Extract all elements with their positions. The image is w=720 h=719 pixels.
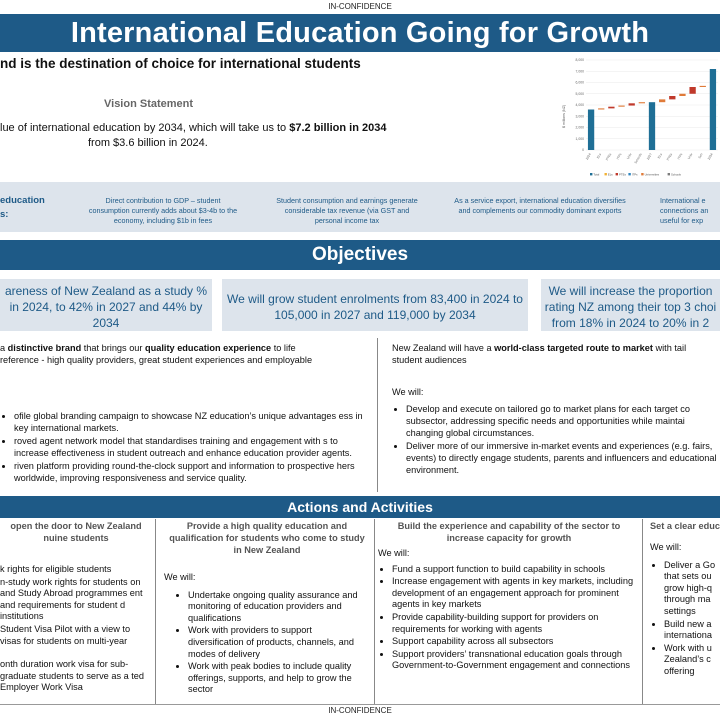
action-column-quality bbox=[164, 520, 370, 697]
chart-y-axis-label: $ millions (NZ) bbox=[562, 104, 566, 128]
chart-legend-label: ELs bbox=[607, 172, 613, 177]
objective-enrolments: We will grow student enrolments from 83,400 in 2024 to 105,000 in 2027 and 119,000 by 2034 bbox=[222, 279, 528, 331]
chart-bar bbox=[608, 107, 614, 109]
chart-y-tick-label: 8,000 bbox=[575, 58, 584, 63]
vision-line-1 bbox=[0, 122, 386, 134]
chart-bar bbox=[689, 87, 695, 94]
chart-legend-swatch bbox=[628, 173, 630, 175]
chart-x-tick-label: PTEs bbox=[665, 152, 674, 162]
vision-target: $7.2 billion in 2034 bbox=[289, 122, 387, 134]
action-column-direction bbox=[650, 520, 720, 679]
list-item: • Work with u Zealand’s c offering bbox=[664, 643, 720, 678]
market-intro-2: with tail bbox=[652, 343, 687, 353]
chart-x-tick-label: Sch bbox=[697, 152, 704, 160]
list-item: • Undertake ongoing quality assurance and monitoring of education providers and qualifications bbox=[188, 590, 370, 625]
list-item: • Provide capability-building support for providers on requirements for working with agents bbox=[392, 612, 640, 635]
chart-x-tick-label: 2027 bbox=[645, 152, 653, 161]
chart-legend-swatch bbox=[616, 173, 618, 175]
chart-bar bbox=[618, 106, 624, 107]
chart-legend-label: Universities bbox=[644, 172, 660, 177]
objectives-heading: Objectives bbox=[0, 240, 720, 270]
action-we-will-direction: We will: bbox=[650, 542, 682, 552]
divider-action-2 bbox=[374, 519, 375, 705]
action-we-will-capability: We will: bbox=[378, 548, 410, 558]
market-we-will: We will: bbox=[392, 387, 424, 397]
list-item: • roved agent network model that standardises training and engagement with s to increase effectiveness in student outreach and enhance education provider agents. bbox=[14, 435, 370, 459]
chart-x-tick-label: ITPs bbox=[615, 152, 623, 161]
chart-bar bbox=[679, 94, 685, 96]
action-bullets-direction bbox=[650, 560, 720, 678]
chart-legend-swatch bbox=[641, 173, 643, 175]
list-item: • Increase engagement with agents in key markets, including development of an engagement approach for prominent agents in key markets bbox=[392, 576, 640, 611]
page-title: International Education Going for Growth bbox=[70, 17, 650, 49]
chart-y-tick-label: 6,000 bbox=[575, 80, 584, 85]
chart-x-tick-label: ELs bbox=[595, 152, 603, 160]
objective-top-choice: We will increase the proportion rating NZ among their top 3 choi from 18% in 2024 to 20% in 2 bbox=[541, 279, 720, 331]
divider-bottom bbox=[0, 704, 720, 705]
title-banner bbox=[0, 14, 720, 52]
list-item: • Build new a internationa bbox=[664, 619, 720, 642]
chart-legend-swatch bbox=[668, 173, 670, 175]
market-intro-bold: world-class targeted route to market bbox=[494, 343, 653, 353]
list-item: • Deliver a Go that sets ou grow high-q through ma settings bbox=[664, 560, 720, 618]
chart-x-labels bbox=[585, 152, 714, 164]
list-item: onth duration work visa for sub- graduate students to serve as a ted Employer Work Visa bbox=[0, 659, 145, 693]
chart-bar bbox=[598, 108, 604, 109]
confidentiality-bottom: IN-CONFIDENCE bbox=[328, 706, 392, 715]
action-column-capability bbox=[378, 520, 640, 673]
list-item: • riven platform providing round-the-clock support and information to prospective hers worldwide, improving responsiveness and service quality. bbox=[14, 460, 370, 484]
list-item: Student Visa Pilot with a view to visas for students on multi-year bbox=[0, 623, 131, 646]
vision-line-1-text: lue of international education by 2034, which will take us to bbox=[0, 122, 290, 134]
chart-x-tick-label: Univ bbox=[625, 152, 633, 161]
value-band-lead-1: education bbox=[0, 195, 45, 206]
list-item: • Support capability across all subsectors bbox=[392, 636, 640, 648]
brand-intro-2: that brings our bbox=[81, 343, 146, 353]
chart-bar bbox=[669, 96, 675, 99]
divider-action-1 bbox=[155, 519, 156, 705]
chart-x-tick-label: 2024 bbox=[584, 152, 592, 161]
chart-legend-label: ITPs bbox=[631, 172, 638, 177]
chart-legend-swatch bbox=[590, 173, 592, 175]
chart-y-tick-label: 3,000 bbox=[575, 114, 584, 119]
vision-line-2: from $3.6 billion in 2024. bbox=[88, 137, 208, 149]
growth-waterfall-chart bbox=[560, 50, 720, 182]
list-item: n-study work rights for students on and Study Abroad programmes ent and requirements for student d institutions bbox=[0, 576, 143, 622]
chart-y-tick-label: 1,000 bbox=[575, 136, 584, 141]
list-item: • Deliver more of our immersive in-market events and experiences (e.g. fairs, events) to directly engage students, parents and influencers and educational environment. bbox=[406, 440, 720, 476]
list-item: k rights for eligible students bbox=[0, 564, 112, 574]
chart-legend-label: Schools bbox=[671, 172, 681, 177]
value-band bbox=[0, 182, 720, 232]
chart-y-tick-label: 7,000 bbox=[575, 69, 584, 74]
chart-bar bbox=[588, 110, 594, 151]
action-bullets-quality bbox=[164, 590, 370, 696]
action-heading-visa: open the door to New Zealand nuine students bbox=[10, 521, 142, 543]
brand-intro bbox=[0, 342, 370, 354]
chart-bar bbox=[649, 102, 655, 150]
tagline: nd is the destination of choice for international students bbox=[0, 56, 361, 71]
chart-legend-label: Total bbox=[593, 172, 600, 177]
vision-heading: Vision Statement bbox=[104, 98, 194, 110]
chart-legend-swatch bbox=[605, 173, 607, 175]
chart-bar bbox=[639, 102, 645, 103]
chart-x-tick-label: PTEs bbox=[604, 152, 613, 162]
actions-heading: Actions and Activities bbox=[0, 496, 720, 518]
list-item: • Support providers’ transnational education goals through Government-to-Government engagement and connections bbox=[392, 649, 640, 672]
objective-awareness: areness of New Zealand as a study % in 2024, to 42% in 2027 and 44% by 2034 bbox=[0, 279, 212, 331]
chart-y-tick-label: 0 bbox=[582, 148, 584, 153]
brand-bullets bbox=[0, 410, 370, 484]
list-item: • Develop and execute on tailored go to market plans for each target co subsector, addressing specific needs and opportunities while maintai changing global circumstances. bbox=[406, 403, 720, 439]
chart-bar bbox=[659, 99, 665, 102]
chart-bar bbox=[700, 86, 706, 87]
market-intro-1: New Zealand will have a bbox=[392, 343, 495, 353]
brand-intro-bold-2: quality education experience bbox=[145, 343, 272, 353]
brand-section bbox=[0, 342, 370, 485]
list-item: • Work with providers to support diversification of products, channels, and modes of delivery bbox=[188, 625, 370, 660]
chart-legend bbox=[590, 172, 682, 176]
chart-x-tick-label: Schools bbox=[633, 152, 643, 165]
brand-intro-bold-1: distinctive brand bbox=[7, 343, 82, 353]
brand-intro-1: a bbox=[0, 343, 8, 353]
brand-intro-line-2: reference - high quality providers, great student experiences and employable bbox=[0, 355, 313, 365]
divider-action-3 bbox=[642, 519, 643, 705]
chart-y-tick-label: 2,000 bbox=[575, 125, 584, 130]
chart-y-tick-label: 5,000 bbox=[575, 91, 584, 96]
chart-bar bbox=[629, 103, 635, 105]
chart-y-ticks bbox=[576, 58, 719, 152]
brand-intro-3: to life bbox=[271, 343, 296, 353]
market-intro bbox=[392, 342, 720, 354]
chart-bars bbox=[588, 69, 716, 150]
market-intro-line-2: student audiences bbox=[392, 355, 467, 365]
action-bullets-visa bbox=[0, 564, 152, 694]
chart-legend-label: PTEs bbox=[619, 172, 626, 177]
action-column-visa bbox=[0, 520, 152, 695]
list-item: • ofile global branding campaign to showcase NZ education’s unique advantages ess in key international markets. bbox=[14, 410, 370, 434]
market-section bbox=[392, 342, 720, 477]
confidentiality-top: IN-CONFIDENCE bbox=[328, 2, 392, 11]
action-heading-direction: Set a clear educ bbox=[650, 521, 720, 531]
action-heading-capability: Build the experience and capability of the sector to increase capacity for growth bbox=[397, 521, 621, 543]
chart-x-tick-label: ITPs bbox=[676, 152, 684, 161]
value-cell-gdp: Direct contribution to GDP – student consumption currently adds about $3-4b to the economy, including $1b in fees bbox=[88, 196, 238, 225]
action-heading-quality: Provide a high quality education and qualification for students who come to study in New Zealand bbox=[169, 521, 365, 555]
action-bullets-capability bbox=[378, 564, 640, 672]
chart-x-tick-label: 2034 bbox=[706, 152, 714, 161]
chart-x-tick-label: ELs bbox=[656, 152, 664, 160]
value-band-lead-2: s: bbox=[0, 209, 9, 220]
value-cell-exports: As a service export, international education diversifies and complements our commodity dominant exports bbox=[454, 196, 626, 215]
action-we-will-quality: We will: bbox=[164, 572, 196, 582]
chart-x-tick-label: Univ bbox=[686, 152, 694, 161]
list-item: • Work with peak bodies to include quality offerings, supports, and help to grow the sector bbox=[188, 661, 370, 696]
value-band-lead bbox=[0, 194, 45, 222]
chart-y-tick-label: 4,000 bbox=[575, 103, 584, 108]
chart-bar bbox=[710, 69, 716, 150]
market-bullets bbox=[392, 403, 720, 476]
value-cell-tax: Student consumption and earnings generate considerable tax revenue (via GST and personal income tax bbox=[276, 196, 418, 225]
divider-objectives bbox=[377, 338, 378, 492]
value-cell-connections: International e connections an useful for exp bbox=[660, 196, 709, 225]
list-item: • Fund a support function to build capability in schools bbox=[392, 564, 640, 576]
